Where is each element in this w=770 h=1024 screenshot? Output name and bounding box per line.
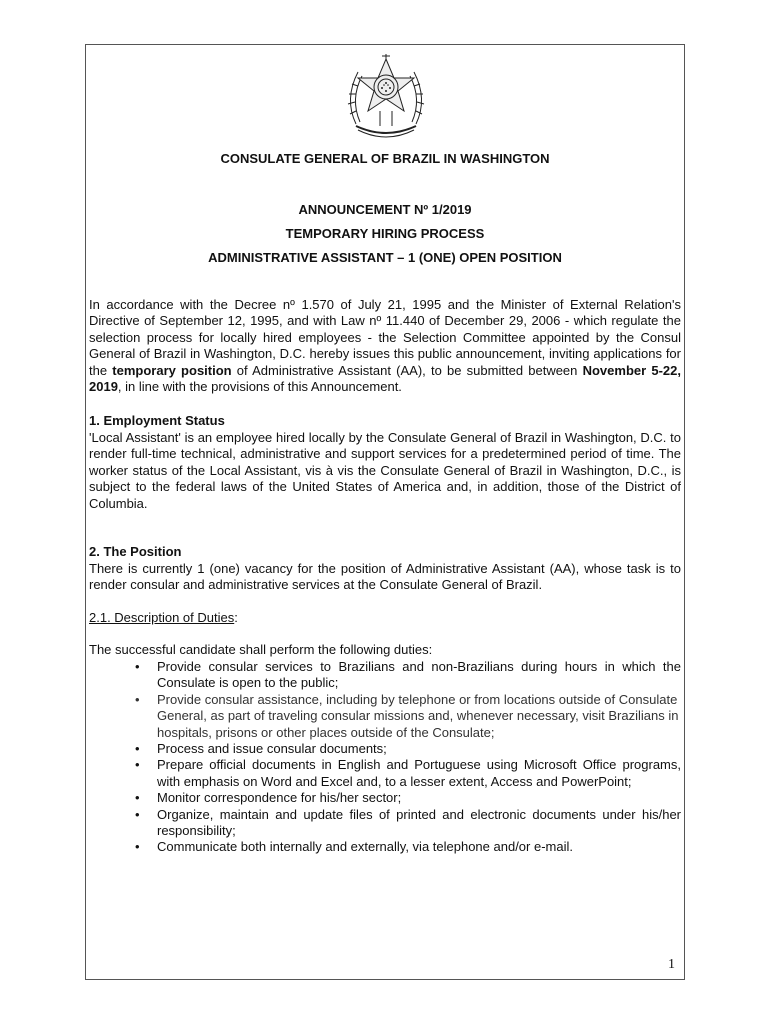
page-number: 1 bbox=[668, 957, 675, 972]
intro-bold-dates: November 5-22, 2019 bbox=[89, 362, 681, 395]
duties-subheading bbox=[89, 610, 681, 626]
duty-item: • Provide consular assistance, including by telephone or from locations outside of Consulate General, as part of traveling consular missions and, whenever necessary, visit Brazilians in hospitals, prisons or other places outside of the Consulate; bbox=[129, 692, 681, 741]
duties-subheading-colon: : bbox=[234, 610, 238, 625]
duties-list bbox=[129, 659, 681, 856]
duty-item: • Prepare official documents in English and Portuguese using Microsoft Office programs, with emphasis on Word and Excel and, to a lesser extent, Access and PowerPoint; bbox=[129, 757, 681, 790]
duties-subheading-text: 2.1. Description of Duties bbox=[89, 610, 235, 625]
consulate-title: CONSULATE GENERAL OF BRAZIL IN WASHINGTON bbox=[220, 151, 550, 166]
announcement-number: ANNOUNCEMENT Nº 1/2019 bbox=[298, 202, 472, 217]
section2-heading: 2. The Position bbox=[89, 544, 182, 559]
section2-body: There is currently 1 (one) vacancy for the position of Administrative Assistant (AA), whose task is to render consular and administrative services at the Consulate General of Brazil. bbox=[89, 561, 681, 593]
intro-text-2: of Administrative Assistant (AA), to be submitted between bbox=[231, 362, 583, 378]
duty-item: • Process and issue consular documents; bbox=[129, 741, 681, 757]
process-title: TEMPORARY HIRING PROCESS bbox=[285, 226, 485, 241]
duty-item: • Organize, maintain and update files of printed and electronic documents under his/her responsibility; bbox=[129, 807, 681, 840]
position-title: ADMINISTRATIVE ASSISTANT – 1 (ONE) OPEN POSITION bbox=[208, 250, 562, 265]
duty-item: • Monitor correspondence for his/her sector; bbox=[129, 790, 681, 806]
duty-item: • Communicate both internally and externally, via telephone and/or e-mail. bbox=[129, 839, 681, 855]
coat-of-arms-emblem bbox=[336, 54, 436, 144]
intro-text-3: , in line with the provisions of this Announcement. bbox=[117, 379, 402, 395]
section1-heading: 1. Employment Status bbox=[89, 413, 225, 428]
section1-body: 'Local Assistant' is an employee hired locally by the Consulate General of Brazil in Washington, D.C. to render full-time technical, administrative and support services for a predetermined period of time. The worker status of the Local Assistant, vis à vis the Consulate General of Brazil in Washington, D.C., is subject to the federal laws of the United States of America and, in addition, those of the District of Columbia. bbox=[89, 430, 681, 511]
intro-text-1: In accordance with the Decree nº 1.570 of July 21, 1995 and the Minister of External Relation's Directive of September 12, 1995, and with Law nº 11.440 of December 29, 2006 - which regulate the selection process for locally hired employees - the Selection Committee appointed by the Consul General of Brazil in Washington, D.C. hereby issues this public announcement, inviting applications for the bbox=[89, 297, 681, 378]
duties-intro: The successful candidate shall perform the following duties: bbox=[89, 642, 433, 657]
duty-item: • Provide consular services to Brazilians and non-Brazilians during hours in which the Consulate is open to the public; bbox=[129, 659, 681, 692]
intro-bold-temporary: temporary position bbox=[112, 362, 232, 378]
intro-paragraph bbox=[89, 297, 681, 395]
